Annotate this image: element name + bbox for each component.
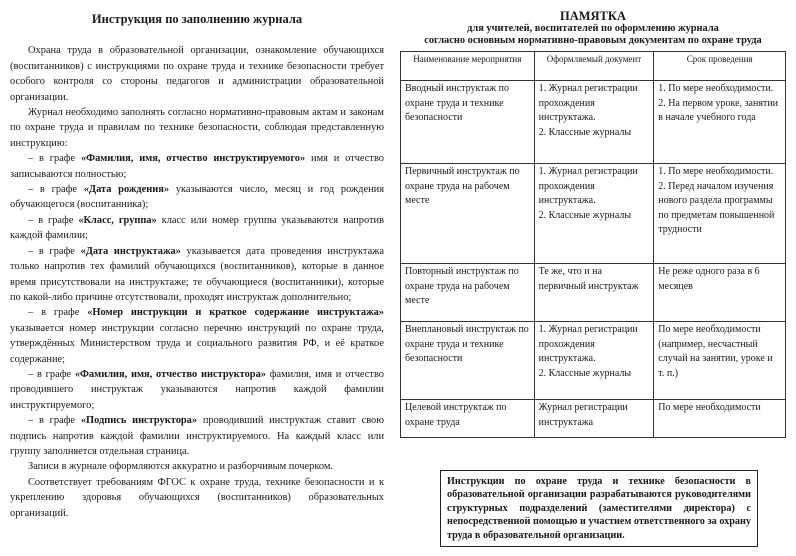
memo-table xyxy=(400,51,786,438)
header-term: Срок проведения xyxy=(654,52,786,81)
rule-prefix: – в графе xyxy=(28,214,79,226)
term-line: По мере необходимости (например, несчастный случай на занятии, уроке и т. п.) xyxy=(658,324,773,379)
rule-paragraph xyxy=(10,413,384,459)
table-body xyxy=(401,81,786,438)
cell-term xyxy=(654,164,786,264)
document-line: 2. Классные журналы xyxy=(538,209,632,221)
rule-paragraph xyxy=(10,151,384,182)
document-line: 1. Журнал регистрации прохождения инструктажа. xyxy=(538,324,638,365)
term-line: 1. По мере необходимости. xyxy=(658,83,774,94)
cell-term xyxy=(654,81,786,164)
term-line: 2. Перед началом изучения нового раздела программы по предметам повышенной трудности xyxy=(658,180,775,236)
memo-subtitle-2: согласно основным нормативно-правовым документам по охране труда xyxy=(424,35,762,46)
intro-paragraph: Охрана труда в образовательной организации, ознакомление обучающихся (воспитанников) с инструкциями по охране труда и технике безопасности требует особого контроля со стороны педагогов и администрации образовательной организации. xyxy=(10,45,384,103)
cell-event-name: Вводный инструктаж по охране труда и технике безопасности xyxy=(401,81,535,164)
document-line: 2. Классные журналы xyxy=(538,126,632,138)
cell-document xyxy=(534,164,654,264)
cell-document xyxy=(534,400,654,438)
table-header-row xyxy=(401,52,786,81)
cell-event-name: Целевой инструктаж по охране труда xyxy=(401,400,535,438)
rules-list xyxy=(10,151,384,459)
rule-description: указывается номер инструкции согласно перечню инструкций по охране труда, утверждённых Министерством труда и социального развития РФ, и её краткое содержание; xyxy=(10,322,384,365)
rule-prefix: – в графе xyxy=(28,368,75,380)
rule-prefix: – в графе xyxy=(28,245,81,257)
handwriting-paragraph: Записи в журнале оформляются аккуратно и разборчивым почерком. xyxy=(28,461,334,473)
rule-field-name: «Дата инструктажа» xyxy=(80,245,181,257)
instruction-title: Инструкция по заполнению журнала xyxy=(91,12,303,26)
document-line: 1. Журнал регистрации прохождения инструктажа. xyxy=(538,83,638,124)
rule-prefix: – в графе xyxy=(28,153,81,165)
rule-description: фамилия, имя и отчество проводившего инструктаж указываются напротив каждой фамилии инструктируемого; xyxy=(10,368,384,411)
table-row xyxy=(401,264,786,322)
term-line: 1. По мере необходимости. xyxy=(658,166,774,177)
fgos-paragraph: Соответствует требованиям ФГОС к охране труда, технике безопасности и к укреплению здоровья обучающихся (воспитанников) образовательных организаций. xyxy=(10,476,384,519)
term-line: Не реже одного раза в 6 месяцев xyxy=(658,266,760,292)
cell-term xyxy=(654,400,786,438)
document-line: 1. Журнал регистрации прохождения инструктажа. xyxy=(538,166,638,207)
rule-field-name: «Класс, группа» xyxy=(78,214,157,226)
table-row xyxy=(401,400,786,438)
rule-field-name: «Номер инструкции и краткое содержание инструктажа» xyxy=(87,307,384,319)
rule-field-name: «Фамилия, имя, отчество инструктируемого» xyxy=(80,153,306,165)
rule-prefix: – в графе xyxy=(28,184,84,196)
cell-event-name: Внеплановый инструктаж по охране труда и технике безопасности xyxy=(401,322,535,400)
rule-field-name: «Дата рождения» xyxy=(83,184,170,196)
rule-field-name: «Подпись инструктора» xyxy=(80,415,198,427)
document-line: Те же, что и на первичный инструктаж xyxy=(538,266,639,292)
memo-title: ПАМЯТКА xyxy=(559,9,626,23)
table-row xyxy=(401,322,786,400)
cell-document xyxy=(534,264,654,322)
term-line: По мере необходимости xyxy=(658,402,761,413)
rule-prefix: – в графе xyxy=(28,307,88,319)
rule-paragraph xyxy=(10,213,384,244)
rule-description: указываются число, месяц и год рождения обучающегося (воспитанника); xyxy=(10,184,384,211)
rule-description: имя и отчество записываются полностью; xyxy=(10,153,384,180)
table-row xyxy=(401,81,786,164)
document-line: 2. Классные журналы xyxy=(538,367,632,379)
rule-description: указывается дата проведения инструктажа только напротив тех фамилий обучающихся (воспитанников), которые в данное время присутствовали на инструктаже; те обучающиеся (воспитанники), которые по какой-либо причине отсутствовали, проходят инструктаж дополнительно; xyxy=(10,245,384,303)
memo-subtitle-1: для учителей, воспитателей по оформлению журнала xyxy=(467,23,719,34)
header-event: Наименование мероприятия xyxy=(401,52,535,81)
cell-event-name: Первичный инструктаж по охране труда на рабочем месте xyxy=(401,164,535,264)
rule-prefix: – в графе xyxy=(28,415,81,427)
fill-rules-paragraph: Журнал необходимо заполнять согласно нормативно-правовым актам и законам по охране труда и правилам по технике безопасности, соблюдая представленную инструкцию: xyxy=(10,107,384,149)
cell-event-name: Повторный инструктаж по охране труда на рабочем месте xyxy=(401,264,535,322)
cell-document xyxy=(534,81,654,164)
rule-paragraph xyxy=(10,182,384,213)
document-line: Журнал регистрации инструктажа xyxy=(538,402,628,428)
header-document: Оформляемый документ xyxy=(534,52,654,81)
rule-description: класс или номер группы указываются напротив каждой фамилии; xyxy=(10,214,385,242)
rule-description: проводивший инструктаж ставит свою подпись напротив каждой фамилии инструктируемого. На каждый класс или группу заполняется отдельная страница. xyxy=(10,415,384,457)
rule-paragraph xyxy=(10,305,384,367)
note-box: Инструкции по охране труда и технике безопасности в образовательной организации разрабатываются руководителями структурных подразделений (заместителями директора) с непосредственной помощью и участием ответственного за охрану труда в образовательной организации. xyxy=(440,470,758,547)
term-line: 2. На первом уроке, занятии в начале учебного года xyxy=(658,97,778,124)
memo-column xyxy=(400,10,786,438)
cell-term xyxy=(654,264,786,322)
cell-term xyxy=(654,322,786,400)
rule-paragraph xyxy=(10,244,384,306)
cell-document xyxy=(534,322,654,400)
table-row xyxy=(401,164,786,264)
rule-paragraph xyxy=(10,367,384,413)
instruction-column xyxy=(10,8,384,521)
rule-field-name: «Фамилия, имя, отчество инструктора» xyxy=(74,368,266,380)
